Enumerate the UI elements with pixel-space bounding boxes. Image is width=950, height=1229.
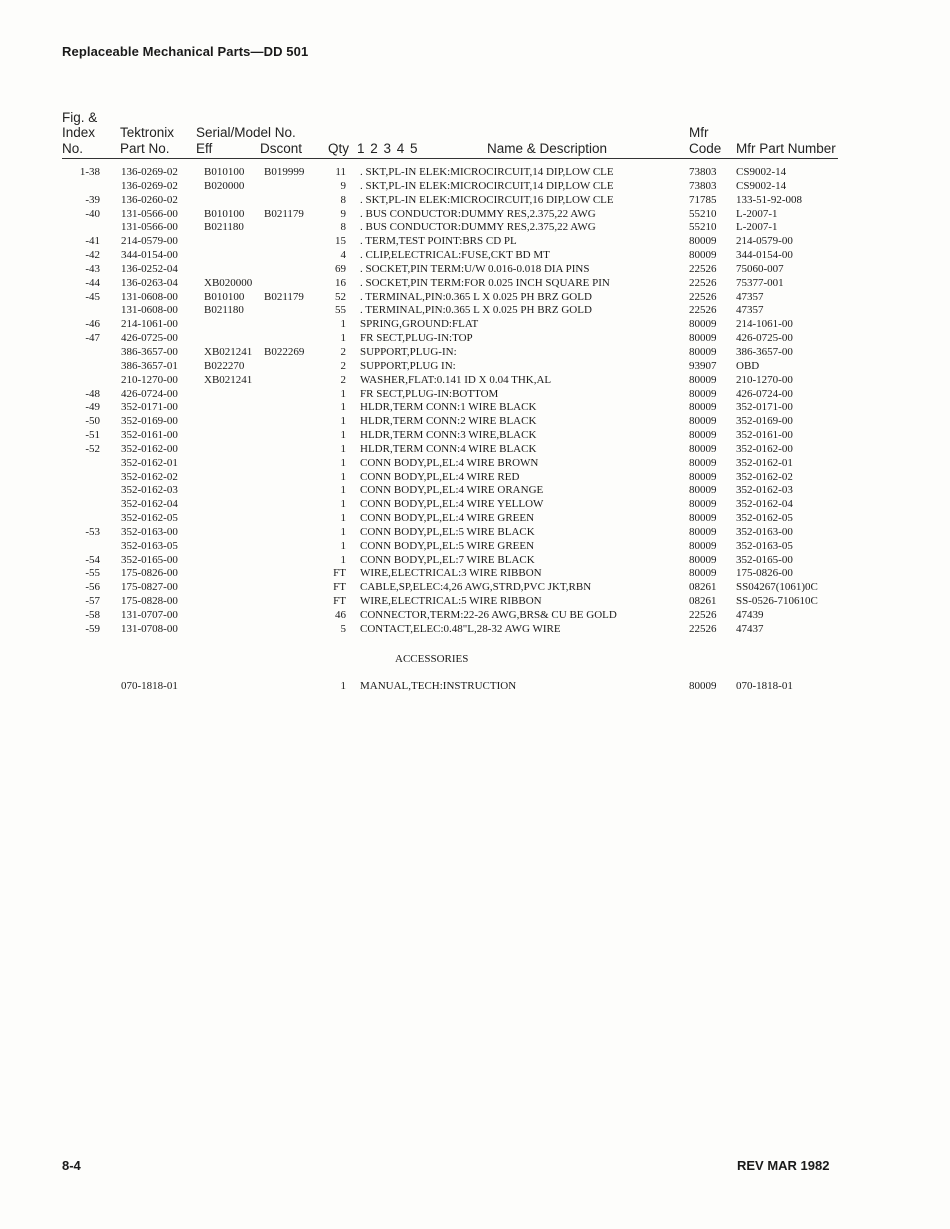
qty-cell: 9 <box>340 179 346 192</box>
part-number-cell: 070-1818-01 <box>121 680 178 692</box>
qty-cell: 15 <box>335 235 346 248</box>
index-cell: -48 <box>85 387 100 400</box>
description-cell: . SKT,PL-IN ELEK:MICROCIRCUIT,14 DIP,LOW CLE <box>360 166 614 178</box>
mfr-code-cell: 80009 <box>689 387 717 400</box>
index-cell: -40 <box>85 207 100 220</box>
mfr-code-cell: 80009 <box>689 345 717 358</box>
mfr-part-number-cell: 426-0725-00 <box>736 332 793 345</box>
qty-cell: 1 <box>340 680 346 692</box>
part-number-cell: 131-0566-00 <box>121 221 178 234</box>
mfr-code-cell: 80009 <box>689 553 717 566</box>
mfr-part-number-cell: 47439 <box>736 609 764 621</box>
table-row <box>0 360 950 374</box>
header-rule <box>62 158 838 159</box>
table-row <box>0 180 950 194</box>
mfr-part-number-cell: 47357 <box>736 290 764 303</box>
eff-cell: XB021241 <box>204 373 253 386</box>
qty-cell: 5 <box>340 622 346 635</box>
part-number-cell: 214-1061-00 <box>121 318 178 331</box>
mfr-code-cell: 71785 <box>689 193 717 206</box>
mfr-code-cell: 93907 <box>689 359 717 372</box>
table-row <box>0 235 950 249</box>
eff-cell: B010100 <box>204 290 245 303</box>
mfr-code-cell: 80009 <box>689 567 717 580</box>
qty-cell: 55 <box>335 304 346 317</box>
table-row <box>0 471 950 485</box>
mfr-part-number-cell: 214-1061-00 <box>736 318 793 331</box>
header-serial-model: Serial/Model No. <box>196 125 296 140</box>
qty-cell: 1 <box>340 415 346 428</box>
mfr-part-number-cell: 47357 <box>736 304 764 317</box>
part-number-cell: 352-0161-00 <box>121 429 178 442</box>
page-number: 8-4 <box>62 1158 81 1173</box>
table-row <box>0 221 950 235</box>
description-cell: CONN BODY,PL,EL:4 WIRE ORANGE <box>360 484 544 497</box>
mfr-part-number-cell: 426-0724-00 <box>736 387 793 400</box>
part-number-cell: 131-0708-00 <box>121 622 178 635</box>
qty-cell: 16 <box>335 276 346 289</box>
description-cell: SUPPORT,PLUG IN: <box>360 359 456 372</box>
mfr-code-cell: 80009 <box>689 415 717 428</box>
qty-cell: 2 <box>340 359 346 372</box>
part-number-cell: 352-0162-03 <box>121 484 178 497</box>
mfr-code-cell: 22526 <box>689 262 717 275</box>
mfr-code-cell: 22526 <box>689 622 717 635</box>
mfr-code-cell: 80009 <box>689 249 717 262</box>
mfr-code-cell: 80009 <box>689 318 717 331</box>
table-row <box>0 581 950 595</box>
description-cell: CONN BODY,PL,EL:4 WIRE RED <box>360 470 520 483</box>
qty-cell: FT <box>333 567 346 580</box>
header-tektronix: Tektronix <box>120 125 175 140</box>
header-part-no: Part No. <box>120 141 170 156</box>
eff-cell: B020000 <box>204 179 245 192</box>
mfr-code-cell: 73803 <box>689 166 717 178</box>
part-number-cell: 386-3657-00 <box>121 345 178 358</box>
index-cell: -50 <box>85 415 100 428</box>
mfr-code-cell: 22526 <box>689 304 717 317</box>
mfr-code-cell: 22526 <box>689 276 717 289</box>
index-cell: -53 <box>85 525 100 538</box>
index-cell: 1-38 <box>79 166 100 178</box>
description-cell: . CLIP,ELECTRICAL:FUSE,CKT BD MT <box>360 249 550 262</box>
mfr-code-cell: 08261 <box>689 581 717 594</box>
table-row <box>0 429 950 443</box>
mfr-code-cell: 80009 <box>689 442 717 455</box>
qty-cell: 69 <box>335 262 346 275</box>
table-row <box>0 498 950 512</box>
description-cell: FR SECT,PLUG-IN:TOP <box>360 332 473 345</box>
part-number-cell: 175-0826-00 <box>121 567 178 580</box>
eff-cell: B010100 <box>204 166 245 178</box>
part-number-cell: 352-0165-00 <box>121 553 178 566</box>
description-cell: CONN BODY,PL,EL:4 WIRE YELLOW <box>360 498 544 511</box>
qty-cell: 1 <box>340 498 346 511</box>
index-cell: -41 <box>85 235 100 248</box>
part-number-cell: 136-0269-02 <box>121 179 178 192</box>
qty-cell: 4 <box>340 249 346 262</box>
part-number-cell: 352-0162-01 <box>121 456 178 469</box>
part-number-cell: 352-0162-02 <box>121 470 178 483</box>
table-row <box>0 609 950 623</box>
header-eff: Eff <box>196 141 213 156</box>
description-cell: . BUS CONDUCTOR:DUMMY RES,2.375,22 AWG <box>360 207 596 220</box>
mfr-part-number-cell: 214-0579-00 <box>736 235 793 248</box>
description-cell: . SOCKET,PIN TERM:FOR 0.025 INCH SQUARE PIN <box>360 276 610 289</box>
description-cell: . TERM,TEST POINT:BRS CD PL <box>360 235 517 248</box>
description-cell: HLDR,TERM CONN:1 WIRE BLACK <box>360 401 537 414</box>
mfr-code-cell: 73803 <box>689 179 717 192</box>
qty-cell: 1 <box>340 318 346 331</box>
mfr-part-number-cell: 352-0162-03 <box>736 484 793 497</box>
description-cell: MANUAL,TECH:INSTRUCTION <box>360 680 517 692</box>
part-number-cell: 136-0252-04 <box>121 262 178 275</box>
description-cell: HLDR,TERM CONN:4 WIRE BLACK <box>360 442 537 455</box>
table-row <box>0 443 950 457</box>
index-cell: -54 <box>85 553 100 566</box>
mfr-part-number-cell: 352-0162-02 <box>736 470 793 483</box>
table-row <box>0 526 950 540</box>
table-row <box>0 623 950 637</box>
mfr-code-cell: 08261 <box>689 595 717 608</box>
table-row <box>0 249 950 263</box>
part-number-cell: 136-0260-02 <box>121 193 178 206</box>
mfr-part-number-cell: CS9002-14 <box>736 166 787 178</box>
table-row <box>0 484 950 498</box>
table-row <box>0 457 950 471</box>
mfr-part-number-cell: 352-0171-00 <box>736 401 793 414</box>
table-row <box>0 567 950 581</box>
mfr-code-cell: 80009 <box>689 332 717 345</box>
qty-cell: FT <box>333 595 346 608</box>
qty-cell: 11 <box>335 166 346 178</box>
description-cell: . TERMINAL,PIN:0.365 L X 0.025 PH BRZ GOLD <box>360 290 592 303</box>
mfr-code-cell: 80009 <box>689 470 717 483</box>
part-number-cell: 352-0163-05 <box>121 539 178 552</box>
part-number-cell: 344-0154-00 <box>121 249 178 262</box>
part-number-cell: 352-0171-00 <box>121 401 178 414</box>
mfr-part-number-cell: SS04267(1061)0C <box>736 581 818 594</box>
mfr-part-number-cell: 175-0826-00 <box>736 567 793 580</box>
revision-date: REV MAR 1982 <box>737 1158 830 1173</box>
part-number-cell: 131-0608-00 <box>121 304 178 317</box>
table-row <box>0 263 950 277</box>
mfr-code-cell: 55210 <box>689 207 717 220</box>
part-number-cell: 131-0608-00 <box>121 290 178 303</box>
mfr-part-number-cell: 352-0169-00 <box>736 415 793 428</box>
qty-cell: 2 <box>340 345 346 358</box>
mfr-part-number-cell: 352-0163-05 <box>736 539 793 552</box>
description-cell: SUPPORT,PLUG-IN: <box>360 345 457 358</box>
mfr-code-cell: 80009 <box>689 680 717 692</box>
header-fig-line3: No. <box>62 141 84 156</box>
description-cell: . SKT,PL-IN ELEK:MICROCIRCUIT,14 DIP,LOW CLE <box>360 179 614 192</box>
qty-cell: 1 <box>340 512 346 525</box>
qty-cell: 2 <box>340 373 346 386</box>
mfr-code-cell: 80009 <box>689 512 717 525</box>
dscont-cell: B021179 <box>264 207 304 220</box>
description-cell: WASHER,FLAT:0.141 ID X 0.04 THK,AL <box>360 373 552 386</box>
part-number-cell: 352-0169-00 <box>121 415 178 428</box>
table-row <box>0 277 950 291</box>
table-row <box>0 194 950 208</box>
qty-cell: 1 <box>340 442 346 455</box>
mfr-code-cell: 80009 <box>689 525 717 538</box>
mfr-part-number-cell: 352-0162-05 <box>736 512 793 525</box>
qty-cell: 1 <box>340 525 346 538</box>
mfr-part-number-cell: 352-0162-04 <box>736 498 793 511</box>
mfr-part-number-cell: 070-1818-01 <box>736 680 793 692</box>
description-cell: FR SECT,PLUG-IN:BOTTOM <box>360 387 499 400</box>
table-row <box>0 415 950 429</box>
qty-cell: 1 <box>340 456 346 469</box>
description-cell: CONN BODY,PL,EL:7 WIRE BLACK <box>360 553 535 566</box>
description-cell: WIRE,ELECTRICAL:5 WIRE RIBBON <box>360 595 542 608</box>
qty-cell: 1 <box>340 387 346 400</box>
index-cell: -56 <box>85 581 100 594</box>
index-cell: -58 <box>85 609 100 621</box>
header-qty: Qty <box>328 141 350 156</box>
index-cell: -42 <box>85 249 100 262</box>
index-cell: -59 <box>85 622 100 635</box>
mfr-part-number-cell: 344-0154-00 <box>736 249 793 262</box>
part-number-cell: 352-0162-04 <box>121 498 178 511</box>
mfr-part-number-cell: 133-51-92-008 <box>736 193 802 206</box>
description-cell: . SOCKET,PIN TERM:U/W 0.016-0.018 DIA PINS <box>360 262 590 275</box>
description-cell: CONN BODY,PL,EL:4 WIRE BROWN <box>360 456 539 469</box>
index-cell: -51 <box>85 429 100 442</box>
mfr-part-number-cell: SS-0526-710610C <box>736 595 818 608</box>
dscont-cell: B022269 <box>264 345 305 358</box>
table-row <box>0 166 950 180</box>
mfr-code-cell: 55210 <box>689 221 717 234</box>
header-dscont: Dscont <box>260 141 303 156</box>
index-cell: -46 <box>85 318 100 331</box>
parts-list <box>0 166 950 637</box>
part-number-cell: 175-0828-00 <box>121 595 178 608</box>
table-row <box>0 208 950 222</box>
description-cell: CONN BODY,PL,EL:5 WIRE BLACK <box>360 525 535 538</box>
mfr-code-cell: 80009 <box>689 401 717 414</box>
qty-cell: 8 <box>340 221 346 234</box>
part-number-cell: 214-0579-00 <box>121 235 178 248</box>
header-name-description: Name & Description <box>487 141 608 156</box>
accessory-row <box>0 680 950 694</box>
index-cell: -39 <box>85 193 100 206</box>
description-cell: CONN BODY,PL,EL:4 WIRE GREEN <box>360 512 535 525</box>
mfr-code-cell: 22526 <box>689 290 717 303</box>
part-number-cell: 136-0269-02 <box>121 166 178 178</box>
header-mfr: Mfr <box>689 125 709 140</box>
table-row <box>0 332 950 346</box>
eff-cell: XB021241 <box>204 345 253 358</box>
header-fig-line2: Index <box>62 125 96 140</box>
description-cell: . BUS CONDUCTOR:DUMMY RES,2.375,22 AWG <box>360 221 596 234</box>
table-row <box>0 401 950 415</box>
mfr-part-number-cell: 352-0161-00 <box>736 429 793 442</box>
mfr-code-cell: 80009 <box>689 484 717 497</box>
part-number-cell: 386-3657-01 <box>121 359 178 372</box>
qty-cell: 1 <box>340 470 346 483</box>
mfr-part-number-cell: 386-3657-00 <box>736 345 793 358</box>
mfr-part-number-cell: 210-1270-00 <box>736 373 793 386</box>
index-cell: -57 <box>85 595 100 608</box>
mfr-code-cell: 22526 <box>689 609 717 621</box>
mfr-code-cell: 80009 <box>689 373 717 386</box>
part-number-cell: 352-0163-00 <box>121 525 178 538</box>
qty-cell: 1 <box>340 553 346 566</box>
mfr-part-number-cell: 352-0162-01 <box>736 456 793 469</box>
index-cell: -55 <box>85 567 100 580</box>
table-row <box>0 291 950 305</box>
index-cell: -45 <box>85 290 100 303</box>
description-cell: CONN BODY,PL,EL:5 WIRE GREEN <box>360 539 535 552</box>
qty-cell: 52 <box>335 290 346 303</box>
table-row <box>0 595 950 609</box>
description-cell: CONTACT,ELEC:0.48"L,28-32 AWG WIRE <box>360 622 561 635</box>
eff-cell: B021180 <box>204 221 244 234</box>
index-cell: -49 <box>85 401 100 414</box>
index-cell: -44 <box>85 276 100 289</box>
table-row <box>0 388 950 402</box>
mfr-code-cell: 80009 <box>689 456 717 469</box>
dscont-cell: B019999 <box>264 166 305 178</box>
qty-cell: 1 <box>340 429 346 442</box>
qty-cell: 46 <box>335 609 346 621</box>
qty-cell: FT <box>333 581 346 594</box>
qty-cell: 1 <box>340 332 346 345</box>
table-row <box>0 304 950 318</box>
header-code: Code <box>689 141 722 156</box>
mfr-part-number-cell: 47437 <box>736 622 764 635</box>
part-number-cell: 426-0724-00 <box>121 387 178 400</box>
eff-cell: B010100 <box>204 207 245 220</box>
part-number-cell: 131-0566-00 <box>121 207 178 220</box>
part-number-cell: 352-0162-05 <box>121 512 178 525</box>
mfr-part-number-cell: L-2007-1 <box>736 207 778 220</box>
index-cell: -43 <box>85 262 100 275</box>
description-cell: CONNECTOR,TERM:22-26 AWG,BRS& CU BE GOLD <box>360 609 617 621</box>
part-number-cell: 175-0827-00 <box>121 581 178 594</box>
mfr-part-number-cell: L-2007-1 <box>736 221 778 234</box>
header-mfr-part-number: Mfr Part Number <box>736 141 836 156</box>
qty-cell: 9 <box>340 207 346 220</box>
description-cell: WIRE,ELECTRICAL:3 WIRE RIBBON <box>360 567 542 580</box>
eff-cell: B021180 <box>204 304 244 317</box>
description-cell: SPRING,GROUND:FLAT <box>360 318 479 331</box>
header-fig-line1: Fig. & <box>62 110 98 125</box>
mfr-part-number-cell: 75060-007 <box>736 262 784 275</box>
description-cell: HLDR,TERM CONN:3 WIRE,BLACK <box>360 429 537 442</box>
qty-cell: 8 <box>340 193 346 206</box>
index-cell: -47 <box>85 332 100 345</box>
part-number-cell: 426-0725-00 <box>121 332 178 345</box>
table-row <box>0 540 950 554</box>
table-row <box>0 554 950 568</box>
table-row <box>0 318 950 332</box>
qty-cell: 1 <box>340 539 346 552</box>
table-row <box>0 374 950 388</box>
part-number-cell: 136-0263-04 <box>121 276 178 289</box>
mfr-code-cell: 80009 <box>689 235 717 248</box>
mfr-part-number-cell: 352-0163-00 <box>736 525 793 538</box>
table-row <box>0 512 950 526</box>
description-cell: CABLE,SP,ELEC:4,26 AWG,STRD,PVC JKT,RBN <box>360 581 592 594</box>
mfr-part-number-cell: 75377-001 <box>736 276 784 289</box>
qty-cell: 1 <box>340 401 346 414</box>
mfr-code-cell: 80009 <box>689 539 717 552</box>
description-cell: . SKT,PL-IN ELEK:MICROCIRCUIT,16 DIP,LOW CLE <box>360 193 614 206</box>
qty-cell: 1 <box>340 484 346 497</box>
mfr-part-number-cell: 352-0162-00 <box>736 442 793 455</box>
mfr-part-number-cell: CS9002-14 <box>736 179 787 192</box>
mfr-part-number-cell: 352-0165-00 <box>736 553 793 566</box>
dscont-cell: B021179 <box>264 290 304 303</box>
part-number-cell: 352-0162-00 <box>121 442 178 455</box>
index-cell: -52 <box>85 442 100 455</box>
description-cell: HLDR,TERM CONN:2 WIRE BLACK <box>360 415 537 428</box>
eff-cell: B022270 <box>204 359 245 372</box>
description-cell: . TERMINAL,PIN:0.365 L X 0.025 PH BRZ GOLD <box>360 304 592 317</box>
table-row <box>0 346 950 360</box>
part-number-cell: 131-0707-00 <box>121 609 178 621</box>
accessories-heading: ACCESSORIES <box>395 653 469 665</box>
part-number-cell: 210-1270-00 <box>121 373 178 386</box>
mfr-code-cell: 80009 <box>689 498 717 511</box>
page-title: Replaceable Mechanical Parts—DD 501 <box>62 44 309 59</box>
eff-cell: XB020000 <box>204 276 253 289</box>
mfr-code-cell: 80009 <box>689 429 717 442</box>
header-indent: 1 2 3 4 5 <box>357 141 419 156</box>
mfr-part-number-cell: OBD <box>736 359 760 372</box>
